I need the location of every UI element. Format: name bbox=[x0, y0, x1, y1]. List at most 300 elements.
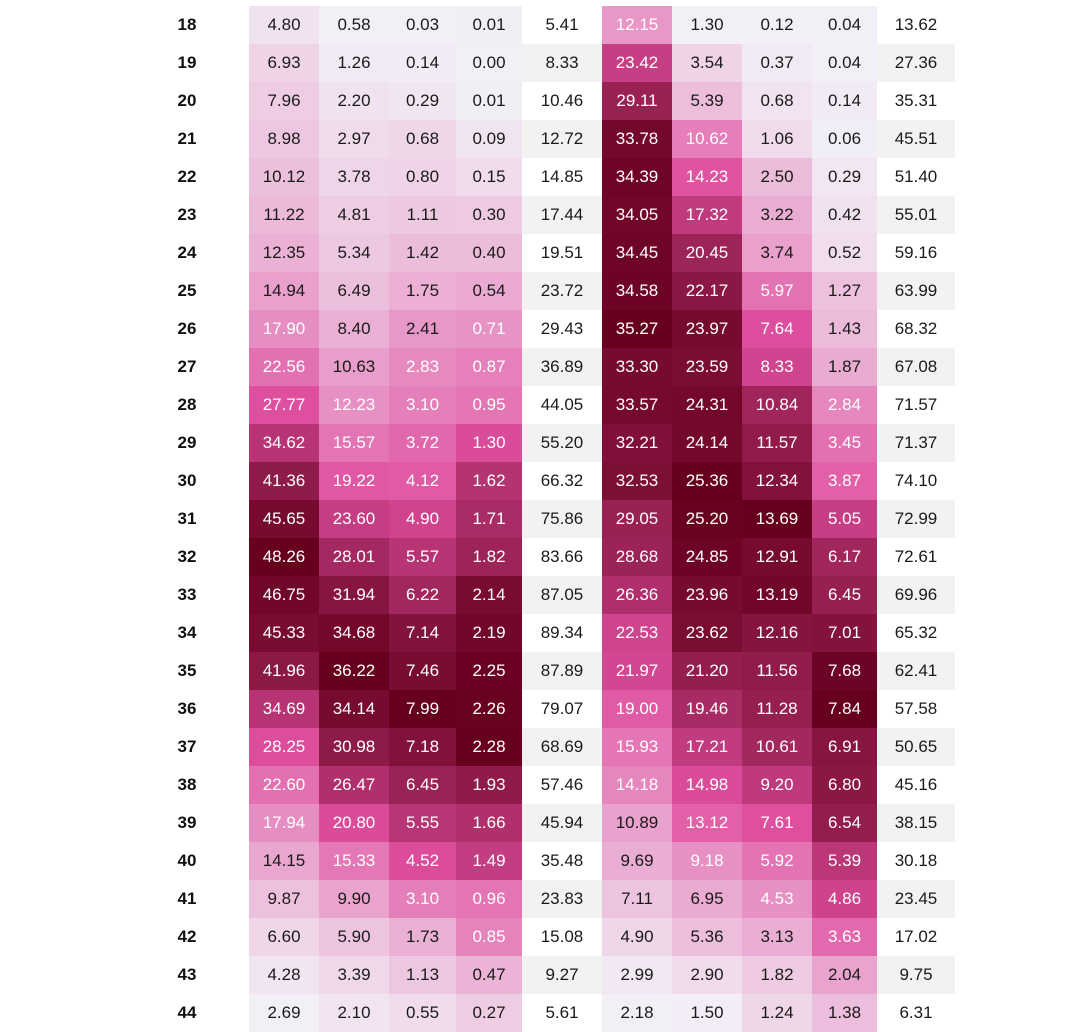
heatmap-cell: 9.27 bbox=[522, 956, 602, 994]
row-label: 20 bbox=[177, 91, 197, 110]
heatmap-cell: 0.12 bbox=[742, 6, 812, 44]
heatmap-cell: 0.71 bbox=[456, 310, 522, 348]
row-label: 27 bbox=[177, 357, 197, 376]
row-label: 43 bbox=[177, 965, 197, 984]
heatmap-cell: 6.93 bbox=[249, 44, 319, 82]
heatmap-cell: 17.32 bbox=[672, 196, 742, 234]
row-label: 19 bbox=[177, 53, 197, 72]
heatmap-cell: 0.47 bbox=[456, 956, 522, 994]
heatmap-cell: 68.32 bbox=[877, 310, 955, 348]
heatmap-cell: 1.66 bbox=[456, 804, 522, 842]
heatmap-cell: 35.48 bbox=[522, 842, 602, 880]
heatmap-cell: 2.90 bbox=[672, 956, 742, 994]
heatmap-cell: 3.63 bbox=[812, 918, 877, 956]
heatmap-cell: 8.98 bbox=[249, 120, 319, 158]
heatmap-cell: 14.98 bbox=[672, 766, 742, 804]
heatmap-cell: 34.68 bbox=[319, 614, 389, 652]
heatmap-cell: 5.92 bbox=[742, 842, 812, 880]
table-row bbox=[125, 576, 955, 614]
heatmap-cell: 6.17 bbox=[812, 538, 877, 576]
heatmap-cell: 32.53 bbox=[602, 462, 672, 500]
row-label: 40 bbox=[177, 851, 197, 870]
heatmap-cell: 2.04 bbox=[812, 956, 877, 994]
heatmap-cell: 1.13 bbox=[389, 956, 456, 994]
heatmap-cell: 22.17 bbox=[672, 272, 742, 310]
heatmap-cell: 4.80 bbox=[249, 6, 319, 44]
heatmap-cell: 7.46 bbox=[389, 652, 456, 690]
heatmap-cell: 7.68 bbox=[812, 652, 877, 690]
heatmap-cell: 87.05 bbox=[522, 576, 602, 614]
heatmap-cell: 0.29 bbox=[389, 82, 456, 120]
heatmap-cell: 14.18 bbox=[602, 766, 672, 804]
heatmap-cell: 6.60 bbox=[249, 918, 319, 956]
row-label: 37 bbox=[177, 737, 197, 756]
table-row bbox=[125, 348, 955, 386]
heatmap-cell: 23.45 bbox=[877, 880, 955, 918]
heatmap-cell: 17.21 bbox=[672, 728, 742, 766]
row-label: 30 bbox=[177, 471, 197, 490]
heatmap-cell: 2.99 bbox=[602, 956, 672, 994]
heatmap-cell: 10.84 bbox=[742, 386, 812, 424]
heatmap-cell: 0.03 bbox=[389, 6, 456, 44]
heatmap-cell: 6.80 bbox=[812, 766, 877, 804]
heatmap-cell: 24.14 bbox=[672, 424, 742, 462]
heatmap-cell: 2.84 bbox=[812, 386, 877, 424]
heatmap-cell: 6.45 bbox=[812, 576, 877, 614]
heatmap-cell: 3.45 bbox=[812, 424, 877, 462]
row-label: 24 bbox=[177, 243, 197, 262]
heatmap-cell: 12.72 bbox=[522, 120, 602, 158]
heatmap-cell: 6.45 bbox=[389, 766, 456, 804]
row-label: 36 bbox=[177, 699, 197, 718]
heatmap-cell: 35.27 bbox=[602, 310, 672, 348]
heatmap-cell: 75.86 bbox=[522, 500, 602, 538]
heatmap-cell: 44.05 bbox=[522, 386, 602, 424]
heatmap-cell: 10.62 bbox=[672, 120, 742, 158]
heatmap-cell: 1.30 bbox=[672, 6, 742, 44]
heatmap-cell: 20.45 bbox=[672, 234, 742, 272]
heatmap-cell: 15.57 bbox=[319, 424, 389, 462]
heatmap-cell: 9.20 bbox=[742, 766, 812, 804]
heatmap-cell: 4.86 bbox=[812, 880, 877, 918]
heatmap-cell: 0.80 bbox=[389, 158, 456, 196]
heatmap-cell: 23.96 bbox=[672, 576, 742, 614]
table-row bbox=[125, 652, 955, 690]
heatmap-cell: 1.30 bbox=[456, 424, 522, 462]
heatmap-cell: 25.20 bbox=[672, 500, 742, 538]
heatmap-cell: 1.38 bbox=[812, 994, 877, 1032]
heatmap-cell: 28.25 bbox=[249, 728, 319, 766]
heatmap-cell: 4.90 bbox=[602, 918, 672, 956]
heatmap-cell: 29.05 bbox=[602, 500, 672, 538]
heatmap-cell: 6.22 bbox=[389, 576, 456, 614]
heatmap-cell: 79.07 bbox=[522, 690, 602, 728]
heatmap-cell: 23.72 bbox=[522, 272, 602, 310]
heatmap-cell: 1.87 bbox=[812, 348, 877, 386]
heatmap-cell: 2.25 bbox=[456, 652, 522, 690]
heatmap-cell: 2.20 bbox=[319, 82, 389, 120]
heatmap-cell: 25.36 bbox=[672, 462, 742, 500]
table-row bbox=[125, 462, 955, 500]
heatmap-cell: 2.50 bbox=[742, 158, 812, 196]
table-row bbox=[125, 272, 955, 310]
row-label: 26 bbox=[177, 319, 197, 338]
heatmap-cell: 6.54 bbox=[812, 804, 877, 842]
row-label: 34 bbox=[177, 623, 197, 642]
heatmap-cell: 10.63 bbox=[319, 348, 389, 386]
heatmap-cell: 45.33 bbox=[249, 614, 319, 652]
heatmap-table bbox=[125, 6, 955, 1032]
heatmap-cell: 89.34 bbox=[522, 614, 602, 652]
heatmap-cell: 0.01 bbox=[456, 82, 522, 120]
heatmap-cell: 28.68 bbox=[602, 538, 672, 576]
heatmap-cell: 0.04 bbox=[812, 44, 877, 82]
heatmap-cell: 1.49 bbox=[456, 842, 522, 880]
heatmap-cell: 10.12 bbox=[249, 158, 319, 196]
row-label: 29 bbox=[177, 433, 197, 452]
row-label: 35 bbox=[177, 661, 197, 680]
heatmap-cell: 0.00 bbox=[456, 44, 522, 82]
heatmap-cell: 4.12 bbox=[389, 462, 456, 500]
heatmap-cell: 1.75 bbox=[389, 272, 456, 310]
heatmap-cell: 9.18 bbox=[672, 842, 742, 880]
heatmap-cell: 34.62 bbox=[249, 424, 319, 462]
row-label: 33 bbox=[177, 585, 197, 604]
heatmap-cell: 0.06 bbox=[812, 120, 877, 158]
heatmap-cell: 66.32 bbox=[522, 462, 602, 500]
heatmap-cell: 5.61 bbox=[522, 994, 602, 1032]
heatmap-cell: 6.49 bbox=[319, 272, 389, 310]
table-row bbox=[125, 6, 955, 44]
heatmap-cell: 83.66 bbox=[522, 538, 602, 576]
heatmap-cell: 0.68 bbox=[742, 82, 812, 120]
heatmap-cell: 0.96 bbox=[456, 880, 522, 918]
row-label: 42 bbox=[177, 927, 197, 946]
heatmap-cell: 12.23 bbox=[319, 386, 389, 424]
heatmap-cell: 30.18 bbox=[877, 842, 955, 880]
row-label: 21 bbox=[177, 129, 197, 148]
heatmap-cell: 4.52 bbox=[389, 842, 456, 880]
heatmap-cell: 23.97 bbox=[672, 310, 742, 348]
table-row bbox=[125, 538, 955, 576]
table-row bbox=[125, 994, 955, 1032]
heatmap-cell: 8.40 bbox=[319, 310, 389, 348]
heatmap-cell: 26.47 bbox=[319, 766, 389, 804]
heatmap-cell: 36.22 bbox=[319, 652, 389, 690]
heatmap-cell: 0.95 bbox=[456, 386, 522, 424]
heatmap-cell: 29.11 bbox=[602, 82, 672, 120]
row-label: 31 bbox=[177, 509, 197, 528]
heatmap-cell: 19.22 bbox=[319, 462, 389, 500]
heatmap-cell: 13.69 bbox=[742, 500, 812, 538]
heatmap-cell: 1.42 bbox=[389, 234, 456, 272]
heatmap-cell: 24.31 bbox=[672, 386, 742, 424]
heatmap-cell: 0.85 bbox=[456, 918, 522, 956]
heatmap-cell: 13.19 bbox=[742, 576, 812, 614]
heatmap-cell: 0.40 bbox=[456, 234, 522, 272]
heatmap-cell: 1.11 bbox=[389, 196, 456, 234]
heatmap-cell: 36.89 bbox=[522, 348, 602, 386]
heatmap-cell: 57.46 bbox=[522, 766, 602, 804]
heatmap-cell: 1.27 bbox=[812, 272, 877, 310]
row-label: 32 bbox=[177, 547, 197, 566]
heatmap-cell: 14.85 bbox=[522, 158, 602, 196]
heatmap-cell: 1.26 bbox=[319, 44, 389, 82]
heatmap-cell: 2.18 bbox=[602, 994, 672, 1032]
heatmap-cell: 5.97 bbox=[742, 272, 812, 310]
heatmap-cell: 13.62 bbox=[877, 6, 955, 44]
heatmap-cell: 23.42 bbox=[602, 44, 672, 82]
heatmap-cell: 0.01 bbox=[456, 6, 522, 44]
heatmap-cell: 34.69 bbox=[249, 690, 319, 728]
table-row bbox=[125, 234, 955, 272]
heatmap-cell: 2.14 bbox=[456, 576, 522, 614]
heatmap-cell: 19.46 bbox=[672, 690, 742, 728]
heatmap-cell: 8.33 bbox=[742, 348, 812, 386]
heatmap-cell: 3.74 bbox=[742, 234, 812, 272]
heatmap-cell: 1.82 bbox=[742, 956, 812, 994]
heatmap-cell: 33.30 bbox=[602, 348, 672, 386]
heatmap-cell: 72.61 bbox=[877, 538, 955, 576]
heatmap-cell: 8.33 bbox=[522, 44, 602, 82]
heatmap-cell: 0.42 bbox=[812, 196, 877, 234]
heatmap-cell: 1.73 bbox=[389, 918, 456, 956]
heatmap-cell: 45.51 bbox=[877, 120, 955, 158]
heatmap-cell: 3.10 bbox=[389, 880, 456, 918]
heatmap-cell: 1.71 bbox=[456, 500, 522, 538]
heatmap-cell: 23.62 bbox=[672, 614, 742, 652]
heatmap-cell: 0.30 bbox=[456, 196, 522, 234]
heatmap-cell: 9.90 bbox=[319, 880, 389, 918]
heatmap-cell: 5.39 bbox=[672, 82, 742, 120]
heatmap-cell: 23.60 bbox=[319, 500, 389, 538]
heatmap-cell: 3.54 bbox=[672, 44, 742, 82]
heatmap-cell: 4.28 bbox=[249, 956, 319, 994]
table-row bbox=[125, 310, 955, 348]
heatmap-cell: 46.75 bbox=[249, 576, 319, 614]
table-row bbox=[125, 158, 955, 196]
heatmap-cell: 10.89 bbox=[602, 804, 672, 842]
heatmap-cell: 14.15 bbox=[249, 842, 319, 880]
heatmap-cell: 0.54 bbox=[456, 272, 522, 310]
heatmap-cell: 35.31 bbox=[877, 82, 955, 120]
heatmap-cell: 50.65 bbox=[877, 728, 955, 766]
row-label: 23 bbox=[177, 205, 197, 224]
heatmap-cell: 27.36 bbox=[877, 44, 955, 82]
heatmap-cell: 45.94 bbox=[522, 804, 602, 842]
heatmap-cell: 7.61 bbox=[742, 804, 812, 842]
table-row bbox=[125, 500, 955, 538]
heatmap-cell: 48.26 bbox=[249, 538, 319, 576]
heatmap-cell: 33.78 bbox=[602, 120, 672, 158]
heatmap-cell: 1.43 bbox=[812, 310, 877, 348]
heatmap-cell: 30.98 bbox=[319, 728, 389, 766]
heatmap-cell: 6.31 bbox=[877, 994, 955, 1032]
table-row bbox=[125, 918, 955, 956]
heatmap-cell: 57.58 bbox=[877, 690, 955, 728]
heatmap-cell: 12.91 bbox=[742, 538, 812, 576]
row-label: 28 bbox=[177, 395, 197, 414]
heatmap-cell: 69.96 bbox=[877, 576, 955, 614]
heatmap-cell: 63.99 bbox=[877, 272, 955, 310]
heatmap-cell: 12.35 bbox=[249, 234, 319, 272]
heatmap-cell: 17.94 bbox=[249, 804, 319, 842]
heatmap-cell: 1.93 bbox=[456, 766, 522, 804]
table-row bbox=[125, 424, 955, 462]
heatmap-cell: 11.56 bbox=[742, 652, 812, 690]
heatmap-cell: 14.94 bbox=[249, 272, 319, 310]
heatmap-cell: 21.20 bbox=[672, 652, 742, 690]
heatmap-cell: 2.83 bbox=[389, 348, 456, 386]
heatmap-cell: 9.87 bbox=[249, 880, 319, 918]
table-row bbox=[125, 690, 955, 728]
heatmap-cell: 6.91 bbox=[812, 728, 877, 766]
heatmap-body bbox=[125, 6, 955, 1032]
table-row bbox=[125, 120, 955, 158]
heatmap-cell: 0.52 bbox=[812, 234, 877, 272]
row-label: 38 bbox=[177, 775, 197, 794]
heatmap-cell: 3.10 bbox=[389, 386, 456, 424]
heatmap-cell: 68.69 bbox=[522, 728, 602, 766]
heatmap-cell: 3.72 bbox=[389, 424, 456, 462]
heatmap-cell: 9.69 bbox=[602, 842, 672, 880]
heatmap-cell: 34.58 bbox=[602, 272, 672, 310]
heatmap-cell: 2.19 bbox=[456, 614, 522, 652]
row-label: 41 bbox=[177, 889, 197, 908]
heatmap-cell: 3.22 bbox=[742, 196, 812, 234]
heatmap-cell: 7.84 bbox=[812, 690, 877, 728]
heatmap-cell: 26.36 bbox=[602, 576, 672, 614]
heatmap-cell: 0.04 bbox=[812, 6, 877, 44]
heatmap-cell: 0.87 bbox=[456, 348, 522, 386]
heatmap-cell: 87.89 bbox=[522, 652, 602, 690]
row-label: 18 bbox=[177, 15, 197, 34]
heatmap-cell: 2.26 bbox=[456, 690, 522, 728]
heatmap-cell: 5.41 bbox=[522, 6, 602, 44]
heatmap-cell: 5.90 bbox=[319, 918, 389, 956]
heatmap-cell: 34.05 bbox=[602, 196, 672, 234]
heatmap-cell: 67.08 bbox=[877, 348, 955, 386]
heatmap-cell: 7.99 bbox=[389, 690, 456, 728]
heatmap-cell: 38.15 bbox=[877, 804, 955, 842]
heatmap-cell: 7.18 bbox=[389, 728, 456, 766]
heatmap-cell: 45.16 bbox=[877, 766, 955, 804]
heatmap-cell: 55.20 bbox=[522, 424, 602, 462]
heatmap-cell: 31.94 bbox=[319, 576, 389, 614]
heatmap-cell: 0.15 bbox=[456, 158, 522, 196]
heatmap-cell: 1.82 bbox=[456, 538, 522, 576]
heatmap-cell: 5.36 bbox=[672, 918, 742, 956]
heatmap-cell: 7.01 bbox=[812, 614, 877, 652]
heatmap-cell: 11.28 bbox=[742, 690, 812, 728]
heatmap-cell: 45.65 bbox=[249, 500, 319, 538]
heatmap-cell: 24.85 bbox=[672, 538, 742, 576]
row-label: 39 bbox=[177, 813, 197, 832]
heatmap-cell: 6.95 bbox=[672, 880, 742, 918]
heatmap-cell: 4.81 bbox=[319, 196, 389, 234]
heatmap-cell: 34.39 bbox=[602, 158, 672, 196]
heatmap-cell: 9.75 bbox=[877, 956, 955, 994]
heatmap-cell: 17.44 bbox=[522, 196, 602, 234]
heatmap-cell: 55.01 bbox=[877, 196, 955, 234]
table-row bbox=[125, 842, 955, 880]
heatmap-cell: 5.05 bbox=[812, 500, 877, 538]
heatmap-cell: 17.02 bbox=[877, 918, 955, 956]
heatmap-cell: 41.96 bbox=[249, 652, 319, 690]
table-row bbox=[125, 766, 955, 804]
table-row bbox=[125, 804, 955, 842]
heatmap-cell: 7.64 bbox=[742, 310, 812, 348]
heatmap-cell: 0.29 bbox=[812, 158, 877, 196]
heatmap-cell: 12.16 bbox=[742, 614, 812, 652]
table-row bbox=[125, 386, 955, 424]
heatmap-cell: 2.97 bbox=[319, 120, 389, 158]
table-row bbox=[125, 880, 955, 918]
heatmap-cell: 23.59 bbox=[672, 348, 742, 386]
heatmap-cell: 0.14 bbox=[812, 82, 877, 120]
heatmap-cell: 19.00 bbox=[602, 690, 672, 728]
heatmap-cell: 4.90 bbox=[389, 500, 456, 538]
heatmap-cell: 0.55 bbox=[389, 994, 456, 1032]
heatmap-cell: 34.14 bbox=[319, 690, 389, 728]
heatmap-cell: 12.15 bbox=[602, 6, 672, 44]
heatmap-cell: 12.34 bbox=[742, 462, 812, 500]
heatmap-cell: 34.45 bbox=[602, 234, 672, 272]
heatmap-cell: 7.14 bbox=[389, 614, 456, 652]
heatmap-cell: 72.99 bbox=[877, 500, 955, 538]
heatmap-cell: 15.33 bbox=[319, 842, 389, 880]
heatmap-cell: 28.01 bbox=[319, 538, 389, 576]
heatmap-cell: 22.60 bbox=[249, 766, 319, 804]
row-label: 25 bbox=[177, 281, 197, 300]
heatmap-cell: 14.23 bbox=[672, 158, 742, 196]
heatmap-cell: 3.13 bbox=[742, 918, 812, 956]
heatmap-cell: 0.37 bbox=[742, 44, 812, 82]
heatmap-cell: 2.41 bbox=[389, 310, 456, 348]
heatmap-cell: 21.97 bbox=[602, 652, 672, 690]
heatmap-cell: 51.40 bbox=[877, 158, 955, 196]
heatmap-cell: 5.55 bbox=[389, 804, 456, 842]
heatmap-cell: 5.39 bbox=[812, 842, 877, 880]
heatmap-cell: 13.12 bbox=[672, 804, 742, 842]
heatmap-cell: 11.57 bbox=[742, 424, 812, 462]
table-row bbox=[125, 44, 955, 82]
heatmap-cell: 1.62 bbox=[456, 462, 522, 500]
heatmap-cell: 1.24 bbox=[742, 994, 812, 1032]
heatmap-cell: 1.50 bbox=[672, 994, 742, 1032]
row-label: 22 bbox=[177, 167, 197, 186]
heatmap-cell: 10.61 bbox=[742, 728, 812, 766]
heatmap-cell: 5.57 bbox=[389, 538, 456, 576]
heatmap-cell: 65.32 bbox=[877, 614, 955, 652]
heatmap-cell: 0.68 bbox=[389, 120, 456, 158]
heatmap-cell: 22.56 bbox=[249, 348, 319, 386]
heatmap-cell: 71.37 bbox=[877, 424, 955, 462]
heatmap-cell: 0.27 bbox=[456, 994, 522, 1032]
heatmap-cell: 1.06 bbox=[742, 120, 812, 158]
heatmap-cell: 71.57 bbox=[877, 386, 955, 424]
heatmap-cell: 10.46 bbox=[522, 82, 602, 120]
heatmap-cell: 41.36 bbox=[249, 462, 319, 500]
heatmap-cell: 3.87 bbox=[812, 462, 877, 500]
heatmap-cell: 27.77 bbox=[249, 386, 319, 424]
heatmap-cell: 7.11 bbox=[602, 880, 672, 918]
heatmap-cell: 5.34 bbox=[319, 234, 389, 272]
heatmap-cell: 0.58 bbox=[319, 6, 389, 44]
heatmap-cell: 20.80 bbox=[319, 804, 389, 842]
table-row bbox=[125, 614, 955, 652]
heatmap-cell: 17.90 bbox=[249, 310, 319, 348]
